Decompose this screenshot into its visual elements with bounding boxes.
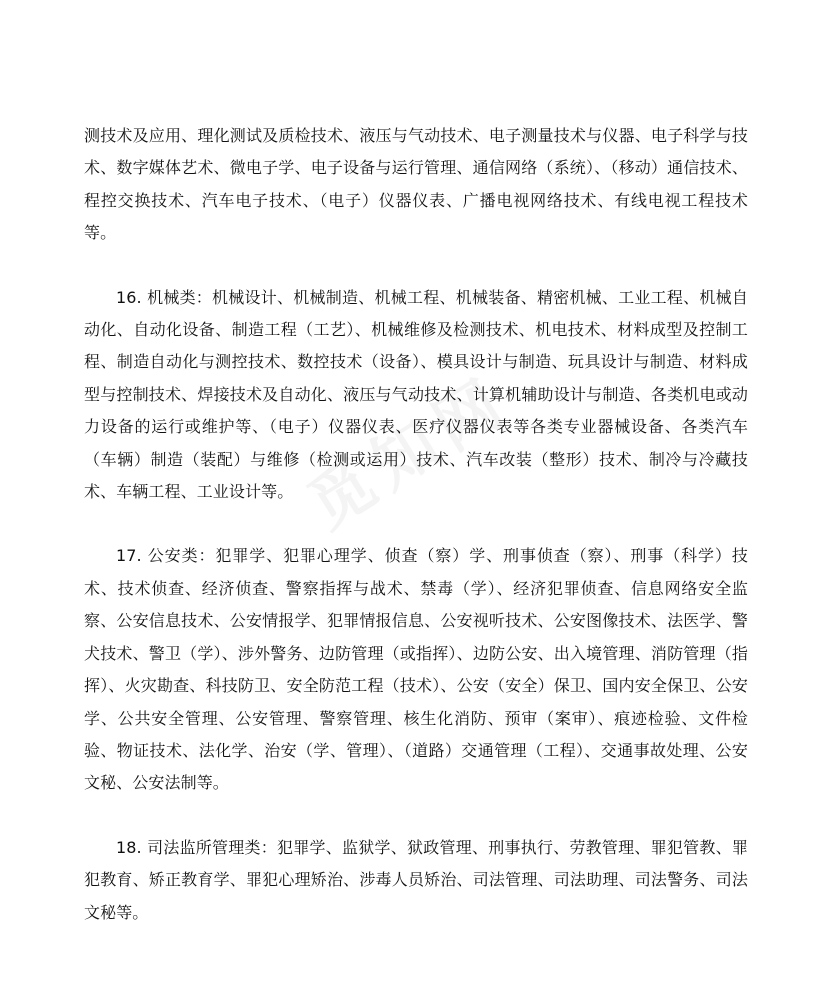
- paragraph-gap: [84, 508, 748, 540]
- paragraph-gap: [84, 800, 748, 832]
- paragraph-18-judicial-prison-management: 18. 司法监所管理类：犯罪学、监狱学、狱政管理、刑事执行、劳教管理、罪犯管教、罪犯教育、矫正教育学、罪犯心理矫治、涉毒人员矫治、司法管理、司法助理、司法警务、司法文秘等。: [84, 837, 748, 922]
- paragraph-continuation: 测技术及应用、理化测试及质检技术、液压与气动技术、电子测量技术与仪器、电子科学与技术、数字媒体艺术、微电子学、电子设备与运行管理、通信网络（系统）、（移动）通信技术、程控交换技术、汽车电子技术、（电子）仪器仪表、广播电视网络技术、有线电视工程技术等。: [84, 126, 748, 243]
- document-body: [84, 120, 748, 929]
- paragraph-17-public-security: 17. 公安类：犯罪学、犯罪心理学、侦查（察）学、刑事侦查（察）、刑事（科学）技术、技术侦查、经济侦查、警察指挥与战术、禁毒（学）、经济犯罪侦查、信息网络安全监察、公安信息技术、公安情报学、犯罪情报信息、公安视听技术、公安图像技术、法医学、警犬技术、警卫（学）、涉外警务、边防管理（或指挥）、边防公安、出入境管理、消防管理（指挥）、火灾勘查、科技防卫、安全防范工程（技术）、公安（安全）保卫、国内安全保卫、公安学、公共安全管理、公安管理、警察管理、核生化消防、预审（案审）、痕迹检验、文件检验、物证技术、法化学、治安（学、管理）、（道路）交通管理（工程）、交通事故处理、公安文秘、公安法制等。: [84, 546, 748, 793]
- paragraph-16-mechanical: 16. 机械类：机械设计、机械制造、机械工程、机械装备、精密机械、工业工程、机械自动化、自动化设备、制造工程（工艺）、机械维修及检测技术、机电技术、材料成型及控制工程、制造自动化与测控技术、数控技术（设备）、模具设计与制造、玩具设计与制造、材料成型与控制技术、焊接技术及自动化、液压与气动技术、计算机辅助设计与制造、各类机电或动力设备的运行或维护等、（电子）仪器仪表、医疗仪器仪表等各类专业器械设备、各类汽车（车辆）制造（装配）与维修（检测或运用）技术、汽车改装（整形）技术、制冷与冷藏技术、车辆工程、工业设计等。: [84, 287, 748, 502]
- paragraph-gap: [84, 250, 748, 282]
